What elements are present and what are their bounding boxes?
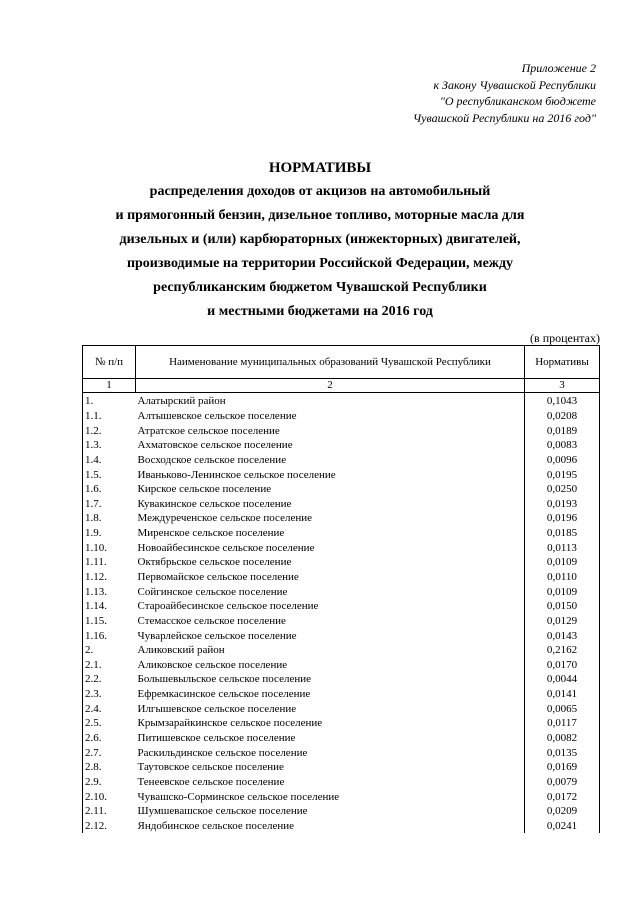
row-value: 0,2162: [525, 643, 600, 658]
row-value: 0,0208: [525, 409, 600, 424]
row-name: Иваньково-Ленинское сельское поселение: [137, 468, 336, 481]
row-name: Алтышевское сельское поселение: [137, 409, 297, 422]
row-number: 2.7.: [83, 745, 136, 760]
row-value: 0,0113: [525, 540, 600, 555]
table-row: [83, 482, 600, 497]
table-row: [83, 760, 600, 775]
appendix-line: Приложение 2: [521, 61, 596, 75]
row-value: 0,0150: [525, 599, 600, 614]
table-row: [83, 467, 600, 482]
row-name: Большевыльское сельское поселение: [137, 673, 311, 686]
row-name: Междуреченское сельское поселение: [137, 512, 312, 525]
unit-note: (в процентах): [530, 331, 600, 345]
row-name: Новоайбесинское сельское поселение: [137, 541, 315, 554]
row-name: Алатырский район: [137, 395, 226, 408]
row-number: 2.11.: [83, 804, 136, 819]
header-value: Нормативы: [525, 346, 600, 379]
row-value: 0,0193: [525, 496, 600, 511]
row-name: Кирское сельское поселение: [137, 483, 272, 496]
table-row: [83, 526, 600, 541]
appendix-line: Чувашской Республики на 2016 год": [412, 110, 596, 125]
row-number: 2.6.: [83, 731, 136, 746]
row-number: 1.3.: [83, 438, 136, 453]
table-row: [83, 570, 600, 585]
row-value: 0,0083: [525, 438, 600, 453]
row-value: 0,0065: [525, 701, 600, 716]
row-number: 1.6.: [83, 482, 136, 497]
row-number: 2.1.: [83, 658, 136, 673]
row-name: Аликовский район: [137, 644, 225, 657]
row-value: 0,0195: [525, 467, 600, 482]
row-number: 1.15.: [83, 614, 136, 629]
row-number: 1.11.: [83, 555, 136, 570]
row-number: 1.13.: [83, 584, 136, 599]
row-number: 1.9.: [83, 526, 136, 541]
row-number: 2.3.: [83, 687, 136, 702]
document-title: [0, 156, 640, 324]
table-row: [83, 628, 600, 643]
row-number: 2.4.: [83, 701, 136, 716]
row-name: Стемасское сельское поселение: [137, 614, 286, 627]
row-value: 0,0096: [525, 453, 600, 468]
appendix-line: "О республиканском бюджете: [439, 94, 596, 108]
row-name: Чувашско-Сорминское сельское поселение: [137, 790, 340, 803]
table-row: [83, 731, 600, 746]
title-line: распределения доходов от акцизов на автомобильный: [149, 184, 491, 199]
row-number: 1.1.: [83, 409, 136, 424]
table-row: [83, 745, 600, 760]
row-name: Илгышевское сельское поселение: [137, 702, 297, 715]
row-value: 0,0109: [525, 584, 600, 599]
row-number: 2.2.: [83, 672, 136, 687]
row-name: Ахматовское сельское поселение: [137, 439, 293, 452]
row-number: 1.8.: [83, 511, 136, 526]
row-name: Кувакинское сельское поселение: [137, 497, 292, 510]
row-number: 1.12.: [83, 570, 136, 585]
row-name: Восходское сельское поселение: [137, 453, 287, 466]
row-number: 1.: [83, 393, 136, 409]
row-name: Аликовское сельское поселение: [137, 658, 288, 671]
table-row: [83, 423, 600, 438]
table-row: [83, 687, 600, 702]
row-name: Староайбесинское сельское поселение: [137, 600, 319, 613]
row-name: Миренское сельское поселение: [137, 527, 285, 540]
table-row: [83, 540, 600, 555]
row-number: 2.5.: [83, 716, 136, 731]
column-number: 1: [83, 379, 136, 393]
row-value: 0,0044: [525, 672, 600, 687]
row-name: Шумшевашское сельское поселение: [137, 805, 308, 818]
title-line: республиканским бюджетом Чувашской Республики: [153, 280, 487, 295]
row-value: 0,0110: [525, 570, 600, 585]
row-number: 1.14.: [83, 599, 136, 614]
row-name: Крымзарайкинское сельское поселение: [137, 717, 323, 730]
row-number: 1.16.: [83, 628, 136, 643]
table-row: [83, 438, 600, 453]
row-value: 0,0185: [525, 526, 600, 541]
row-value: 0,0241: [525, 819, 600, 834]
row-value: 0,0250: [525, 482, 600, 497]
row-value: 0,0135: [525, 745, 600, 760]
table-row: [83, 496, 600, 511]
title-line: дизельных и (или) карбюраторных (инжекторных) двигателей,: [119, 232, 521, 247]
row-number: 2.9.: [83, 775, 136, 790]
row-number: 1.10.: [83, 540, 136, 555]
row-value: 0,0196: [525, 511, 600, 526]
table-row: [83, 614, 600, 629]
table-row: [83, 643, 600, 658]
row-name: Яндобинское сельское поселение: [137, 819, 295, 832]
row-name: Таутовское сельское поселение: [137, 761, 284, 774]
table-row: [83, 584, 600, 599]
table-row: [83, 393, 600, 409]
row-number: 1.7.: [83, 496, 136, 511]
row-number: 2.8.: [83, 760, 136, 775]
row-number: 1.4.: [83, 453, 136, 468]
table-row: [83, 658, 600, 673]
table-row: [83, 819, 600, 834]
row-value: 0,0189: [525, 423, 600, 438]
title-main: НОРМАТИВЫ: [268, 160, 372, 176]
table-row: [83, 701, 600, 716]
row-name: Питишевское сельское поселение: [137, 732, 296, 745]
row-value: 0,0170: [525, 658, 600, 673]
row-number: 2.: [83, 643, 136, 658]
column-number: 3: [525, 379, 600, 393]
row-value: 0,0143: [525, 628, 600, 643]
row-name: Раскильдинское сельское поселение: [137, 746, 308, 759]
row-number: 2.10.: [83, 789, 136, 804]
row-value: 0,0129: [525, 614, 600, 629]
row-name: Октябрьское сельское поселение: [137, 556, 292, 569]
row-value: 0,0172: [525, 789, 600, 804]
table-row: [83, 672, 600, 687]
table-row: [83, 775, 600, 790]
row-value: 0,0117: [525, 716, 600, 731]
row-value: 0,0079: [525, 775, 600, 790]
row-name: Атратское сельское поселение: [137, 424, 280, 437]
header-num: № п/п: [83, 346, 136, 379]
row-name: Чуварлейское сельское поселение: [137, 629, 297, 642]
table-row: [83, 453, 600, 468]
table-row: [83, 789, 600, 804]
header-name: Наименование муниципальных образований Чувашской Республики: [136, 346, 525, 379]
row-name: Ефремкасинское сельское поселение: [137, 688, 311, 701]
table-row: [83, 511, 600, 526]
row-value: 0,0209: [525, 804, 600, 819]
table-row: [83, 599, 600, 614]
row-value: 0,0109: [525, 555, 600, 570]
row-name: Сойгинское сельское поселение: [137, 585, 288, 598]
row-number: 1.2.: [83, 423, 136, 438]
table-row: [83, 804, 600, 819]
appendix-line: к Закону Чувашской Республики: [433, 77, 596, 92]
column-number: 2: [136, 379, 525, 393]
table-row: [83, 409, 600, 424]
row-value: 0,0082: [525, 731, 600, 746]
table-body: [83, 393, 600, 834]
appendix-block: [336, 60, 596, 126]
table-row: [83, 716, 600, 731]
title-line: производимые на территории Российской Федерации, между: [126, 256, 514, 271]
row-value: 0,0169: [525, 760, 600, 775]
row-value: 0,0141: [525, 687, 600, 702]
title-line: и прямогонный бензин, дизельное топливо, моторные масла для: [115, 208, 525, 223]
norms-table: [82, 345, 600, 833]
row-name: Первомайское сельское поселение: [137, 571, 299, 583]
row-name: Тенеевское сельское поселение: [137, 775, 285, 788]
title-line: и местными бюджетами на 2016 год: [207, 304, 433, 319]
row-number: 1.5.: [83, 467, 136, 482]
table-row: [83, 555, 600, 570]
row-number: 2.12.: [83, 819, 136, 834]
row-value: 0,1043: [525, 393, 600, 409]
